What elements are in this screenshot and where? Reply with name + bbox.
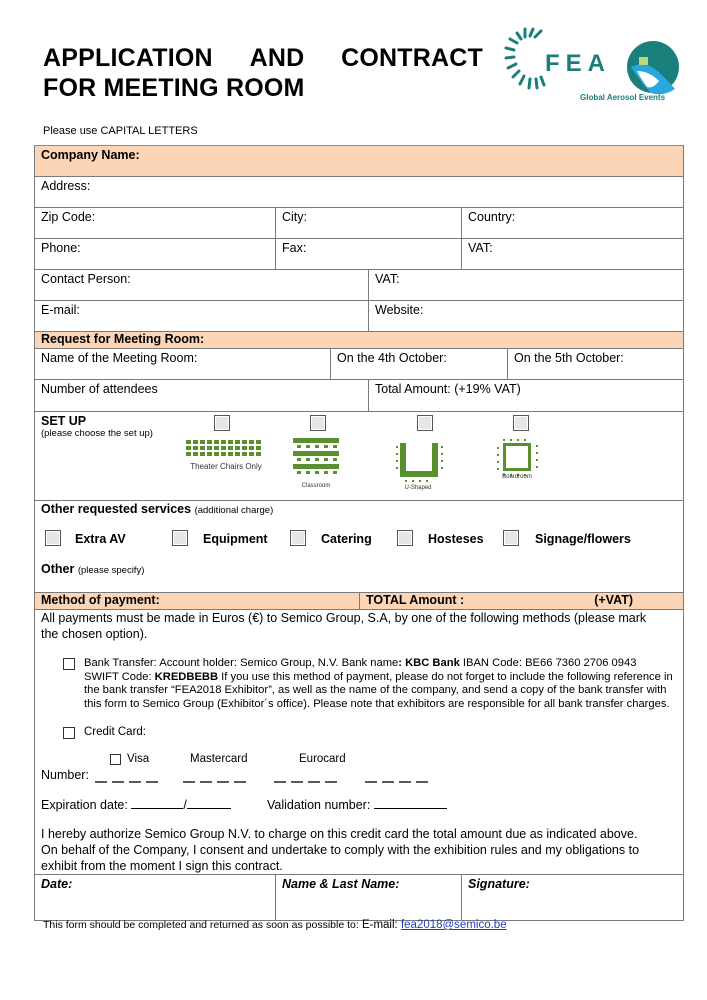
total-amount-header-label: TOTAL Amount : bbox=[366, 593, 465, 607]
expiration-year-input[interactable] bbox=[187, 798, 231, 809]
bank-transfer-checkbox[interactable] bbox=[63, 658, 75, 670]
page-title bbox=[43, 43, 483, 103]
eurocard-label: Eurocard bbox=[299, 753, 346, 765]
service-equipment-label: Equipment bbox=[203, 532, 268, 546]
service-equipment-checkbox[interactable] bbox=[172, 530, 188, 546]
card-number-row bbox=[41, 767, 89, 783]
date-label: Date: bbox=[41, 877, 73, 891]
footer-email-label: E-mail: bbox=[358, 919, 401, 931]
fax-label: Fax: bbox=[282, 241, 307, 255]
signature-label: Signature: bbox=[468, 877, 530, 891]
method-of-payment-header bbox=[35, 593, 359, 609]
total-amount-vat-suffix: (+VAT) bbox=[594, 593, 633, 607]
theater-layout-icon bbox=[186, 440, 264, 458]
title-word: APPLICATION bbox=[43, 44, 213, 72]
title-word: CONTRACT bbox=[341, 44, 483, 72]
validation-row bbox=[267, 797, 447, 813]
swift-label: SWIFT Code: bbox=[84, 670, 155, 683]
validation-label: Validation number: bbox=[267, 798, 371, 812]
phone-field[interactable] bbox=[35, 239, 275, 269]
city-label: City: bbox=[282, 210, 307, 224]
payment-intro-line-2: the chosen option). bbox=[41, 627, 148, 641]
signature-field[interactable] bbox=[461, 875, 683, 920]
contact-vat-label: VAT: bbox=[375, 272, 400, 286]
footer-text: This form should be completed and returned as soon as possible to: bbox=[43, 919, 359, 931]
logo-letters: FEA bbox=[545, 50, 611, 77]
email-label: E-mail: bbox=[41, 303, 80, 317]
services-title-text: Other requested services bbox=[41, 502, 192, 516]
setup-title: SET UP bbox=[41, 414, 87, 428]
other-services-section bbox=[35, 501, 683, 592]
other-services-field[interactable] bbox=[41, 562, 144, 576]
bank-name: : KBC Bank bbox=[398, 657, 460, 669]
footer-email-link[interactable]: fea2018@semico.be bbox=[400, 919, 507, 931]
attendees-field[interactable] bbox=[35, 380, 368, 411]
contact-vat-field[interactable] bbox=[368, 270, 683, 300]
contact-person-field[interactable] bbox=[35, 270, 368, 300]
classroom-caption: Classroom bbox=[301, 483, 331, 489]
zip-code-field[interactable] bbox=[35, 208, 275, 238]
city-field[interactable] bbox=[275, 208, 461, 238]
service-signage-label: Signage/flowers bbox=[535, 532, 631, 546]
service-hosteses-label: Hosteses bbox=[428, 532, 484, 546]
instruction-text: Please use CAPITAL LETTERS bbox=[43, 125, 198, 137]
logo-tagline: Global Aerosol Events bbox=[580, 93, 666, 102]
swift-code: KREDBEBB bbox=[154, 670, 219, 683]
email-field[interactable] bbox=[35, 301, 368, 331]
expiration-row: Expiration date: / bbox=[41, 797, 231, 813]
setup-subtitle: (please choose the set up) bbox=[41, 428, 153, 439]
iban-code: IBAN Code: BE66 7360 2706 0943 bbox=[459, 657, 637, 669]
service-extra-av-label: Extra AV bbox=[75, 532, 126, 546]
zip-code-label: Zip Code: bbox=[41, 210, 96, 224]
setup-theater-checkbox[interactable] bbox=[214, 415, 230, 431]
service-hosteses-checkbox[interactable] bbox=[397, 530, 413, 546]
authorization-line-1: I hereby authorize Semico Group N.V. to charge on this credit card the total amount due as indicated above. bbox=[41, 827, 638, 841]
payment-details-section bbox=[35, 610, 683, 874]
services-title-note: (additional charge) bbox=[194, 505, 274, 516]
other-note: (please specify) bbox=[77, 565, 145, 576]
footer-note bbox=[43, 919, 507, 931]
setup-section bbox=[35, 412, 683, 500]
meeting-room-section-header bbox=[35, 332, 683, 348]
title-word: AND bbox=[249, 44, 305, 72]
application-form bbox=[34, 145, 684, 921]
meeting-room-name-label: Name of the Meeting Room: bbox=[41, 351, 198, 365]
company-name-label: Company Name: bbox=[41, 148, 140, 162]
theater-caption: Theater Chairs Only bbox=[190, 462, 262, 471]
card-number-blanks bbox=[95, 770, 435, 784]
bank-transfer-instructions: If you use this method of payment, please do not forget to include the following reference in the bank transfer “FEA2018 Exhibitor”, as well as the name of the company, and send a copy of the bank transfer with this form to Semico Group (Exhibitor´s office). Please note that exhibitors are responsible for all bank transfer charges. bbox=[84, 670, 673, 710]
card-number-label: Number: bbox=[41, 768, 89, 782]
other-label: Other bbox=[41, 562, 75, 576]
vat-field[interactable] bbox=[461, 239, 683, 269]
service-extra-av-checkbox[interactable] bbox=[45, 530, 61, 546]
bank-transfer-intro: Bank Transfer: Account holder: Semico Group, N.V. Bank name bbox=[84, 657, 399, 669]
total-amount-header bbox=[359, 593, 683, 609]
october-5-label: On the 5th October: bbox=[514, 351, 624, 365]
address-field[interactable] bbox=[35, 177, 683, 207]
service-signage-checkbox[interactable] bbox=[503, 530, 519, 546]
service-catering-checkbox[interactable] bbox=[290, 530, 306, 546]
meeting-room-section-label: Request for Meeting Room: bbox=[41, 332, 205, 346]
validation-number-input[interactable] bbox=[374, 798, 447, 809]
expiration-month-input[interactable] bbox=[131, 798, 183, 809]
u-shaped-caption: U-Shaped bbox=[404, 485, 432, 491]
payment-intro-line-1: All payments must be made in Euros (€) to Semico Group, S.A, by one of the following methods (please mark bbox=[41, 611, 647, 625]
website-label: Website: bbox=[375, 303, 424, 317]
authorization-line-2: On behalf of the Company, I consent and undertake to comply with the exhibition rules and my obligations to bbox=[41, 843, 640, 857]
country-label: Country: bbox=[468, 210, 516, 224]
company-name-field[interactable] bbox=[35, 146, 683, 176]
method-of-payment-label: Method of payment: bbox=[41, 593, 160, 607]
setup-classroom-checkbox[interactable] bbox=[310, 415, 326, 431]
date-field[interactable] bbox=[35, 875, 275, 920]
october-5-field[interactable] bbox=[507, 349, 683, 379]
total-amount-field[interactable] bbox=[368, 380, 683, 411]
authorization-line-3: exhibit from the moment I sign this contract. bbox=[41, 859, 283, 873]
october-4-field[interactable] bbox=[330, 349, 507, 379]
credit-card-checkbox[interactable] bbox=[63, 727, 75, 739]
card-number-input[interactable] bbox=[95, 770, 435, 787]
credit-card-label: Credit Card: bbox=[84, 726, 146, 738]
vat-label: VAT: bbox=[468, 241, 493, 255]
total-amount-label: Total Amount: (+19% VAT) bbox=[375, 382, 521, 396]
meeting-room-name-field[interactable] bbox=[35, 349, 330, 379]
expiration-label: Expiration date: bbox=[41, 798, 128, 812]
full-name-label: Name & Last Name: bbox=[282, 877, 400, 891]
mastercard-label: Mastercard bbox=[190, 753, 248, 765]
service-catering-label: Catering bbox=[321, 532, 372, 546]
services-title bbox=[41, 502, 273, 516]
visa-checkbox[interactable] bbox=[110, 754, 121, 765]
country-field[interactable] bbox=[461, 208, 683, 238]
fax-field[interactable] bbox=[275, 239, 461, 269]
setup-u-shaped-checkbox[interactable] bbox=[417, 415, 433, 431]
u-shaped-layout-icon bbox=[396, 443, 446, 485]
full-name-field[interactable] bbox=[275, 875, 461, 920]
october-4-label: On the 4th October: bbox=[337, 351, 447, 365]
setup-boardroom-checkbox[interactable] bbox=[513, 415, 529, 431]
title-line-2: FOR MEETING ROOM bbox=[43, 74, 305, 102]
address-label: Address: bbox=[41, 179, 91, 193]
boardroom-caption: Boardroom bbox=[502, 474, 532, 480]
bank-transfer-text bbox=[84, 657, 680, 711]
website-field[interactable] bbox=[368, 301, 683, 331]
contact-person-label: Contact Person: bbox=[41, 272, 131, 286]
attendees-label: Number of attendees bbox=[41, 382, 158, 396]
phone-label: Phone: bbox=[41, 241, 81, 255]
classroom-layout-icon bbox=[293, 438, 341, 480]
visa-label: Visa bbox=[127, 753, 150, 765]
